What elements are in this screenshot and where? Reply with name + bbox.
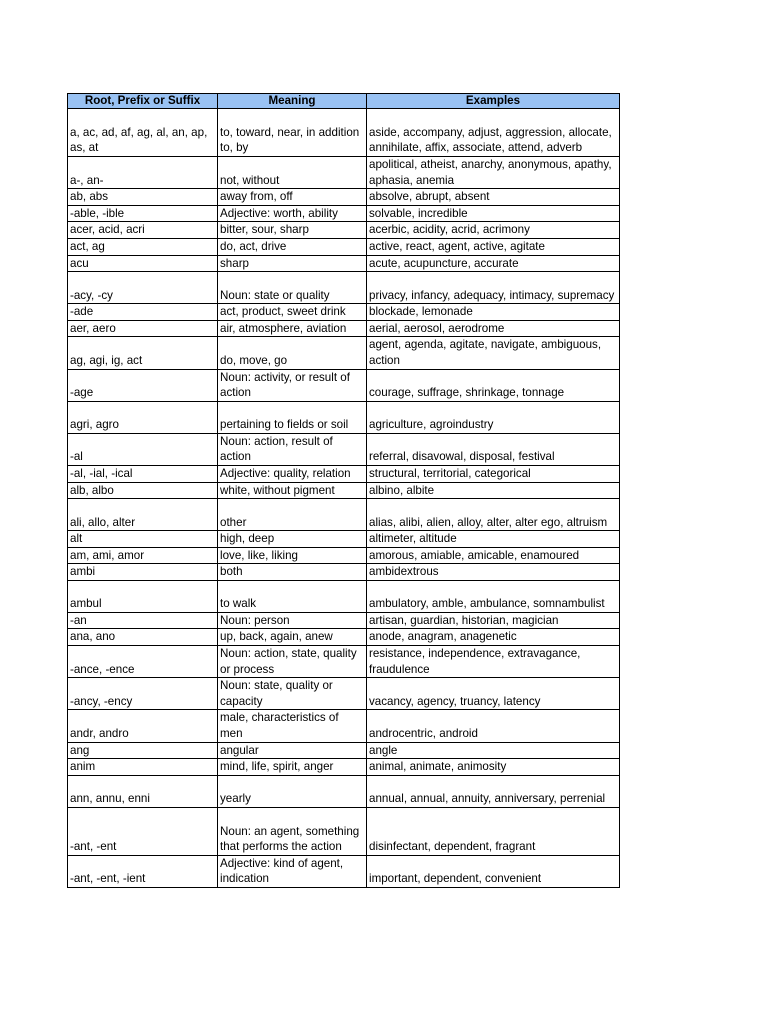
cell-meaning: away from, off (218, 189, 367, 206)
table-row (68, 465, 620, 482)
cell-meaning: other (218, 499, 367, 531)
cell-examples: altimeter, altitude (367, 531, 620, 548)
cell-meaning: pertaining to fields or soil (218, 401, 367, 433)
cell-examples: androcentric, android (367, 710, 620, 742)
cell-meaning: male, characteristics of men (218, 710, 367, 742)
cell-meaning: high, deep (218, 531, 367, 548)
cell-meaning: Noun: an agent, something that performs the action (218, 807, 367, 855)
cell-root: ambi (68, 564, 218, 581)
table-row (68, 433, 620, 465)
cell-examples: privacy, infancy, adequacy, intimacy, supremacy (367, 272, 620, 304)
cell-root: ambul (68, 580, 218, 612)
cell-examples: animal, animate, animosity (367, 759, 620, 776)
cell-meaning: Noun: person (218, 612, 367, 629)
cell-examples: referral, disavowal, disposal, festival (367, 433, 620, 465)
cell-root: ag, agi, ig, act (68, 337, 218, 369)
table-body (68, 109, 620, 888)
cell-root: ann, annu, enni (68, 775, 218, 807)
cell-root: anim (68, 759, 218, 776)
table-row (68, 759, 620, 776)
table-row (68, 482, 620, 499)
roots-table (67, 93, 620, 888)
cell-meaning: not, without (218, 157, 367, 189)
cell-examples: resistance, independence, extravagance, fraudulence (367, 646, 620, 678)
cell-root: andr, andro (68, 710, 218, 742)
cell-examples: amorous, amiable, amicable, enamoured (367, 547, 620, 564)
cell-examples: anode, anagram, anagenetic (367, 629, 620, 646)
cell-root: acu (68, 255, 218, 272)
cell-root: -able, -ible (68, 205, 218, 222)
cell-meaning: both (218, 564, 367, 581)
table-row (68, 499, 620, 531)
cell-examples: agent, agenda, agitate, navigate, ambiguous, action (367, 337, 620, 369)
cell-root: aer, aero (68, 320, 218, 337)
cell-examples: ambidextrous (367, 564, 620, 581)
cell-examples: albino, albite (367, 482, 620, 499)
cell-examples: solvable, incredible (367, 205, 620, 222)
cell-meaning: yearly (218, 775, 367, 807)
cell-examples: acute, acupuncture, accurate (367, 255, 620, 272)
table-header-row (68, 94, 620, 109)
table-row (68, 255, 620, 272)
table-row (68, 710, 620, 742)
table-row (68, 369, 620, 401)
cell-meaning: mind, life, spirit, anger (218, 759, 367, 776)
table-row (68, 205, 620, 222)
table-row (68, 678, 620, 710)
cell-root: acer, acid, acri (68, 222, 218, 239)
cell-root: -ade (68, 304, 218, 321)
table-row (68, 320, 620, 337)
table-row (68, 189, 620, 206)
cell-root: am, ami, amor (68, 547, 218, 564)
cell-meaning: to, toward, near, in addition to, by (218, 109, 367, 157)
cell-root: -ance, -ence (68, 646, 218, 678)
cell-meaning: love, like, liking (218, 547, 367, 564)
table-row (68, 272, 620, 304)
cell-meaning: Noun: action, state, quality or process (218, 646, 367, 678)
cell-examples: agriculture, agroindustry (367, 401, 620, 433)
cell-meaning: act, product, sweet drink (218, 304, 367, 321)
table-row (68, 109, 620, 157)
table-row (68, 304, 620, 321)
cell-root: -age (68, 369, 218, 401)
cell-root: -ancy, -ency (68, 678, 218, 710)
cell-examples: disinfectant, dependent, fragrant (367, 807, 620, 855)
table-row (68, 337, 620, 369)
cell-examples: structural, territorial, categorical (367, 465, 620, 482)
table-row (68, 855, 620, 887)
cell-root: -acy, -cy (68, 272, 218, 304)
cell-examples: aerial, aerosol, aerodrome (367, 320, 620, 337)
cell-root: -an (68, 612, 218, 629)
cell-root: -al (68, 433, 218, 465)
cell-examples: aside, accompany, adjust, aggression, allocate, annihilate, affix, associate, attend, adverb (367, 109, 620, 157)
cell-examples: acerbic, acidity, acrid, acrimony (367, 222, 620, 239)
cell-examples: absolve, abrupt, absent (367, 189, 620, 206)
cell-examples: active, react, agent, active, agitate (367, 238, 620, 255)
cell-root: ali, allo, alter (68, 499, 218, 531)
table-row (68, 222, 620, 239)
cell-examples: apolitical, atheist, anarchy, anonymous, apathy, aphasia, anemia (367, 157, 620, 189)
cell-root: alb, albo (68, 482, 218, 499)
cell-meaning: up, back, again, anew (218, 629, 367, 646)
cell-root: act, ag (68, 238, 218, 255)
cell-meaning: air, atmosphere, aviation (218, 320, 367, 337)
cell-root: agri, agro (68, 401, 218, 433)
table-row (68, 564, 620, 581)
cell-meaning: Adjective: worth, ability (218, 205, 367, 222)
cell-meaning: sharp (218, 255, 367, 272)
cell-examples: vacancy, agency, truancy, latency (367, 678, 620, 710)
table-row (68, 531, 620, 548)
cell-root: alt (68, 531, 218, 548)
table-row (68, 157, 620, 189)
cell-examples: ambulatory, amble, ambulance, somnambulist (367, 580, 620, 612)
cell-meaning: Noun: state, quality or capacity (218, 678, 367, 710)
cell-meaning: Adjective: kind of agent, indication (218, 855, 367, 887)
cell-examples: annual, annual, annuity, anniversary, perrenial (367, 775, 620, 807)
table-row (68, 742, 620, 759)
table-row (68, 807, 620, 855)
cell-meaning: Noun: action, result of action (218, 433, 367, 465)
cell-examples: angle (367, 742, 620, 759)
cell-examples: blockade, lemonade (367, 304, 620, 321)
cell-meaning: Adjective: quality, relation (218, 465, 367, 482)
table-row (68, 629, 620, 646)
cell-meaning: Noun: state or quality (218, 272, 367, 304)
cell-root: -ant, -ent, -ient (68, 855, 218, 887)
cell-meaning: angular (218, 742, 367, 759)
cell-root: -al, -ial, -ical (68, 465, 218, 482)
cell-root: a-, an- (68, 157, 218, 189)
cell-root: -ant, -ent (68, 807, 218, 855)
cell-meaning: to walk (218, 580, 367, 612)
table-row (68, 612, 620, 629)
table-row (68, 238, 620, 255)
table-row (68, 547, 620, 564)
header-meaning: Meaning (218, 94, 367, 109)
cell-meaning: Noun: activity, or result of action (218, 369, 367, 401)
cell-root: a, ac, ad, af, ag, al, an, ap, as, at (68, 109, 218, 157)
cell-root: ana, ano (68, 629, 218, 646)
cell-examples: alias, alibi, alien, alloy, alter, alter ego, altruism (367, 499, 620, 531)
cell-examples: courage, suffrage, shrinkage, tonnage (367, 369, 620, 401)
cell-meaning: do, act, drive (218, 238, 367, 255)
cell-meaning: white, without pigment (218, 482, 367, 499)
cell-examples: important, dependent, convenient (367, 855, 620, 887)
table-row (68, 580, 620, 612)
cell-root: ang (68, 742, 218, 759)
table-row (68, 401, 620, 433)
cell-meaning: bitter, sour, sharp (218, 222, 367, 239)
cell-meaning: do, move, go (218, 337, 367, 369)
header-examples: Examples (367, 94, 620, 109)
table-row (68, 775, 620, 807)
cell-examples: artisan, guardian, historian, magician (367, 612, 620, 629)
table-row (68, 646, 620, 678)
cell-root: ab, abs (68, 189, 218, 206)
header-root-prefix-suffix: Root, Prefix or Suffix (68, 94, 218, 109)
